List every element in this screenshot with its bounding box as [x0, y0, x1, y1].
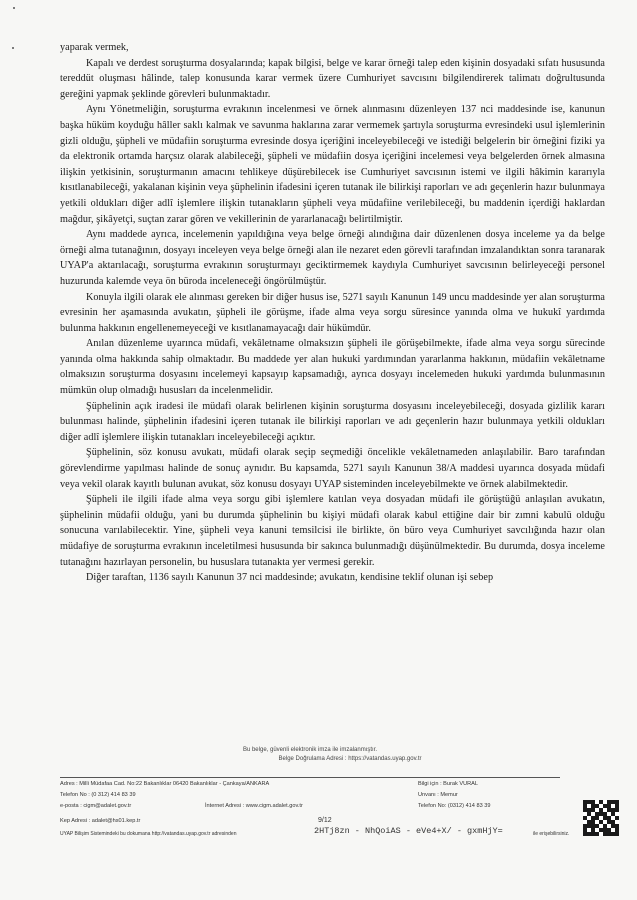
verification-address: Belge Doğrulama Adresi : https://vatandas.uyap.gov.tr — [278, 756, 422, 762]
qr-code-icon — [583, 800, 619, 836]
paragraph: Diğer taraftan, 1136 sayılı Kanunun 37 nci maddesinde; avukatın, kendisine teklif olunan işi sebep — [86, 572, 494, 584]
document-code: 2HTj8zn - NhQoiAS - eVe4+X/ - gxmHjY= — [314, 826, 503, 836]
paragraph: Şüphelinin, söz konusu avukatı, müdafi olarak seçip seçmediği öncelikle vekâletnameden anlaşılabilir. Baro tarafından görevlendirme yapılması halinde de sonuç aynıdır. Bu kapsamda, 5271 sayılı Kanunun 38/A maddesi uyarınca dosyada müdafi veya vekil olarak kayıtlı bulunan avukat, söz konusu dosyayı UYAP sisteminden inceleyebilmekte ve örnek alabilmektedir. — [60, 447, 605, 490]
footer-email: e-posta : cigm@adalet.gov.tr — [60, 803, 132, 809]
footer-fax: Telefon No: (0312) 414 83 39 — [418, 803, 491, 809]
footer-divider — [60, 777, 560, 778]
paragraph: Şüphelinin açık iradesi ile müdafi olarak belirlenen kişinin soruşturma dosyasını inceleyebileceği, dosyada gizlilik kararı bulunması halinde, şüphelinin ifadesini içeren tutanak ile bilirkişi raporları ve adı geçenlerin hazır bulunmaya yetkili oldukları diğer adlî işlemlere ilişkin tutanakları inceleyebileceği açıktır. — [60, 400, 605, 443]
paragraph: Aynı Yönetmeliğin, soruşturma evrakının incelenmesi ve örnek alınmasını düzenleyen 137 nci maddesinde ise, kanunun başka hüküm koyduğu hâller saklı kalmak ve savunma haklarına zarar vermemek şartıyla soruşturma evresindeki usul işlemlerinin gizli olduğu, şüpheli ve müdafiin soruşturma evresinde dosya içeriğini inceleyebileceği ve istediği belgelerin bir örneğini fiziki ya da elektronik ortamda harçsız olarak alabileceği, şüpheli ve müdafiin dosya içeriğini incelemesi veya belgelerden örnek almasına ilişkin yetkisinin, soruşturmanın amacını tehlikeye düşürebilecek ise Cumhuriyet savcısının istemi ve ilgili hâkimin kararıyla kısıtlanabileceği, yakalanan kişinin veya şüphelinin ifadesini içeren tutanak ile bilirkişi raporları ve adı geçenlerin hazır bulunmaya yetkili oldukları diğer adlî işlemlere ilişkin tutanakların şüpheli veya müdafiine verilebileceği, bu maddenin içerdiği haklardan mağdur, şikâyetçi, suçtan zarar gören ve vekillerinin de yararlanacağı belirtilmiştir. — [60, 104, 605, 225]
paragraph: Anılan düzenleme uyarınca müdafi, vekâletname olmaksızın şüpheli ile görüşebilmekte, ifade alma veya sorgu sürecinde yanında olma hakkında sahip olmaktadır. Bu maddede yer alan hukuki yardımından yararlanma hakkının, müdafiin vekâletname olmaksızın soruşturma dosyasını incelemeyi kapsayıp kapsamadığı, ayrıca dosyayı incelemeden hukuki yardımda bulunmasının mümkün olup olmadığı hususları da incelenmelidir. — [60, 338, 605, 397]
footer-address: Adres : Milli Müdafaa Cad. No:22 Bakanlıklar 06420 Bakanlıklar - Çankaya/ANKARA — [60, 781, 270, 787]
paragraph: Aynı maddede ayrıca, incelemenin yapıldığına veya belge örneği alındığına dair düzenlenen dosya inceleme ya da belge örneği alma tutanağının, dosyayı inceleyen veya belge örneği alan ile nezaret eden görevli tarafından imzalandıktan sonra taranarak UYAP'a aktarılacağı, soruşturma evrakının soruşturmayı geciktirmemek kaydıyla Cumhuriyet savcısının belirleyeceği personel huzurunda kalemde veya ön büroda inceleneceği öngörülmüştür. — [60, 229, 605, 287]
scan-speck — [13, 7, 15, 9]
signature-note: Bu belge, güvenli elektronik imza ile imzalanmıştır. — [242, 747, 378, 753]
paragraph: Kapalı ve derdest soruşturma dosyalarında; kapak bilgisi, belge ve karar örneği talep eden kişinin dosyadaki sıfatı hususunda tereddüt oluşması hâlinde, talep konusunda karar vermek üzere Cumhuriyet savcısını bilgilendirerek talimatı doğrultusunda gereğini yapmak şeklinde görevleri bulunmaktadır. — [60, 57, 605, 100]
document-body — [60, 40, 605, 586]
document-code-suffix: ile erişebilirsiniz. — [533, 831, 570, 837]
footer-kep: Kep Adresi : adalet@hs01.kep.tr — [60, 818, 141, 824]
footer-title: Unvanı : Memur — [418, 792, 458, 798]
footer-internet[interactable]: İnternet Adresi : www.cigm.adalet.gov.tr — [205, 803, 303, 809]
page-number: 9/12 — [318, 817, 332, 824]
scan-speck — [12, 47, 14, 49]
uyap-note: UYAP Bilişim Sistemindeki bu dokumana http://vatandas.uyap.gov.tr adresinden — [60, 831, 237, 837]
paragraph: Konuyla ilgili olarak ele alınması gereken bir diğer husus ise, 5271 sayılı Kanunun 149 uncu maddesinde yer alan soruşturma evresinin her aşamasında avukatın, şüpheli ile görüşme, ifade alma veya sorgu süresince yanında olma ve hukukî yardımda bulunma hakkının engellenemeyeceği ve kısıtlanamayacağı dair hükümdür. — [60, 291, 605, 334]
footer-info-contact: Bilgi için : Burak VURAL — [418, 781, 478, 787]
paragraph: yaparak vermek, — [60, 42, 129, 53]
footer-phone: Telefon No : (0 312) 414 83 39 — [60, 792, 136, 798]
paragraph: Şüpheli ile ilgili ifade alma veya sorgu gibi işlemlere katılan veya dosyadan müdafi ile görüştüğü anlaşılan avukatın, şüphelinin müdafii olduğu, yani bu durumda şüphelinin bu kişiyi müdafi olarak kabul ettiğine dair bir zımni kabulü olduğu sonucuna varılabilecektir. Yine, şüpheli veya kanuni temsilcisi ile birlikte, ön büro veya Cumhuriyet savcılığında hazır olan müdafiye de soruşturma evrakının inceletilmesi hususunda bir sakınca bulunmadığı düşünülmektedir. Bu durumda, dosya inceleme tutanağını hazırlayan personelin, bu hususlara tutanakta yer vermesi gerekir. — [60, 494, 605, 568]
